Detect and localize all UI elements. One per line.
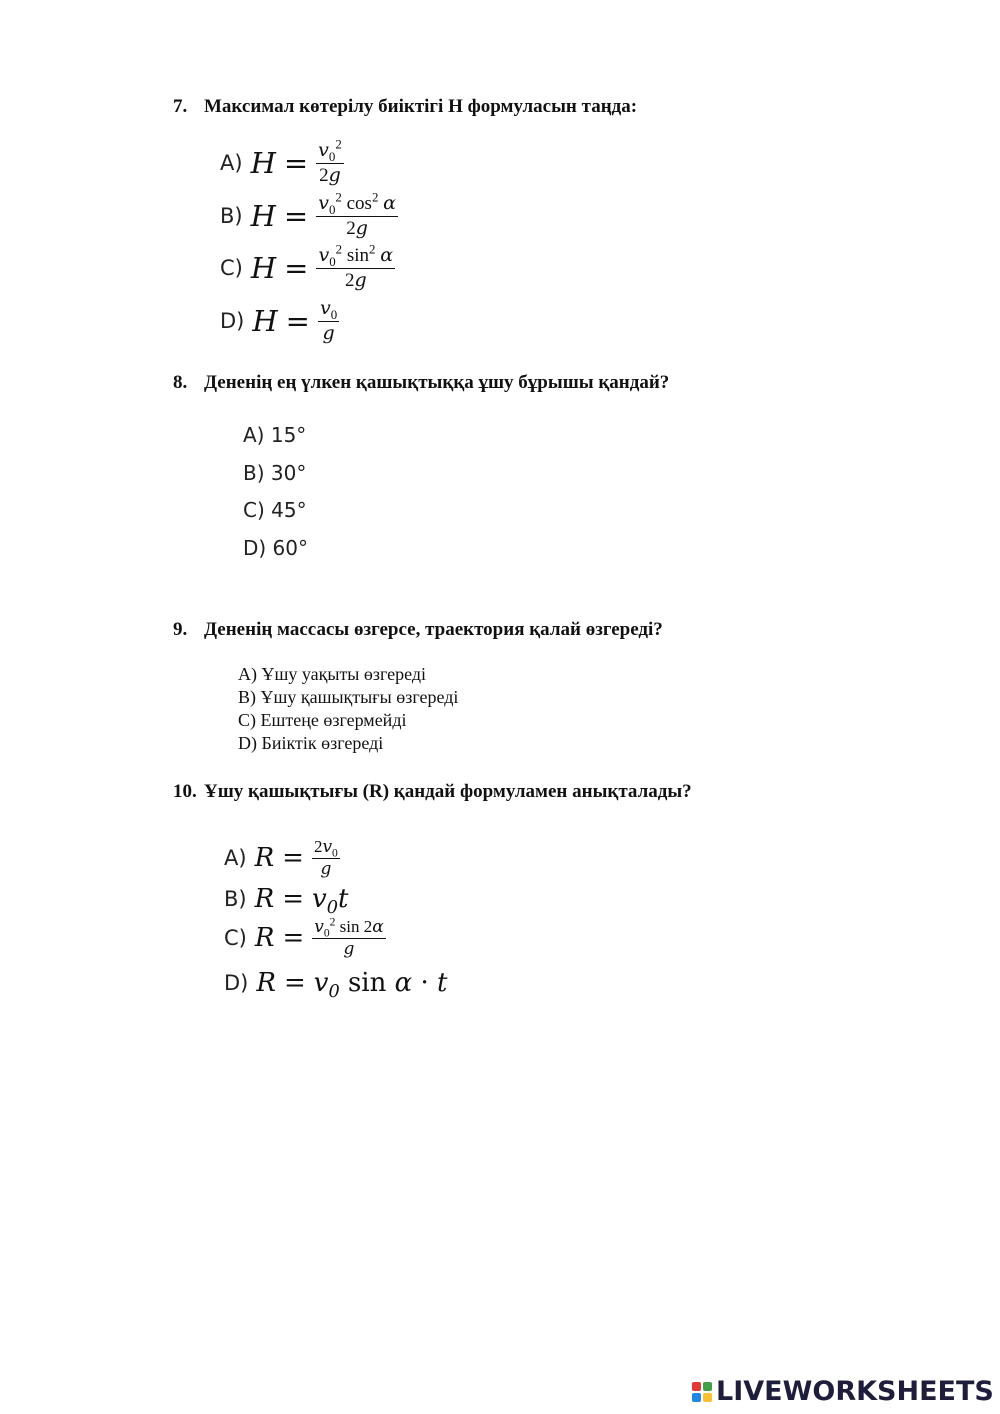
q8-option-c[interactable]: C) 45° bbox=[243, 498, 307, 522]
option-label: D) bbox=[220, 309, 245, 334]
formula-var: H bbox=[250, 146, 276, 181]
formula-expr: $v_0$ bbox=[313, 968, 340, 1003]
formula-var: H bbox=[250, 199, 276, 234]
option-label: B) bbox=[224, 887, 247, 911]
q7-option-a[interactable]: A) H = $\frac{v_0^2}{2g}$ bbox=[220, 136, 342, 186]
option-label: C) bbox=[224, 926, 247, 951]
question-text: Ұшу қашықтығы (R) қандай формуламен анықталады? bbox=[204, 781, 692, 802]
question-10-title bbox=[173, 781, 692, 803]
q10-option-b[interactable]: B) R = $v_0t$ bbox=[224, 884, 349, 919]
logo-square bbox=[692, 1382, 701, 1391]
logo-text: LIVEWORKSHEETS bbox=[716, 1376, 994, 1407]
logo-square bbox=[703, 1382, 712, 1391]
option-label: A) bbox=[220, 151, 243, 176]
formula-var: R bbox=[254, 923, 275, 954]
q7-option-b[interactable]: B) H = $\frac{v_0^2 \cos^2 \alpha}{2g}$ bbox=[220, 189, 396, 239]
formula-var: H bbox=[250, 251, 277, 286]
question-number: 10. bbox=[173, 781, 197, 802]
question-text: Дененің ең үлкен қашықтыққа ұшу бұрышы қандай? bbox=[204, 372, 670, 393]
q8-option-a[interactable]: A) 15° bbox=[243, 423, 307, 447]
formula-var: H bbox=[252, 304, 278, 339]
q9-option-c[interactable]: C) Ештеңе өзгермейді bbox=[238, 710, 407, 730]
formula-fraction: $\frac{2v_0}{g}$ bbox=[313, 837, 338, 879]
q8-option-b[interactable]: B) 30° bbox=[243, 461, 307, 485]
formula-expr: $v_0t$ bbox=[311, 884, 349, 919]
q10-option-a[interactable]: A) R = $\frac{2v_0}{g}$ bbox=[224, 837, 338, 879]
q10-option-d[interactable]: D) R = $v_0$ sin α · t bbox=[224, 968, 448, 1003]
q8-option-d[interactable]: D) 60° bbox=[243, 536, 309, 560]
question-number: 9. bbox=[173, 619, 188, 640]
q9-option-a[interactable]: A) Ұшу уақыты өзгереді bbox=[238, 664, 427, 684]
option-label: A) bbox=[224, 846, 247, 871]
option-label: B) bbox=[220, 204, 243, 229]
question-number: 7. bbox=[173, 96, 188, 117]
logo-square bbox=[692, 1393, 701, 1402]
q10-option-c[interactable]: C) R = $\frac{v_0^2 \sin 2\alpha}{g}$ bbox=[224, 915, 384, 959]
option-label: C) bbox=[220, 256, 243, 281]
liveworksheets-logo bbox=[692, 1376, 994, 1407]
question-text: Максимал көтерілу биіктігі H формуласын таңда: bbox=[204, 96, 638, 117]
formula-var: R bbox=[256, 968, 276, 998]
formula-var: R bbox=[254, 884, 275, 914]
formula-fraction: $\frac{v_0}{g}$ bbox=[319, 297, 338, 344]
question-number: 8. bbox=[173, 372, 188, 393]
logo-square bbox=[703, 1393, 712, 1402]
q9-option-d[interactable]: D) Биіктік өзгереді bbox=[238, 733, 384, 753]
logo-icon bbox=[692, 1382, 712, 1402]
formula-var: R bbox=[254, 843, 275, 874]
formula-fraction: $\frac{v_0^2 \sin^2 \alpha}{2g}$ bbox=[318, 241, 394, 291]
question-9-title bbox=[173, 619, 663, 641]
q7-option-d[interactable]: D) H = $\frac{v_0}{g}$ bbox=[220, 297, 338, 344]
q9-option-b[interactable]: B) Ұшу қашықтығы өзгереді bbox=[238, 687, 459, 707]
formula-fraction: $\frac{v_0^2}{2g}$ bbox=[318, 136, 342, 186]
question-text: Дененің массасы өзгерсе, траектория қалай өзгереді? bbox=[204, 619, 663, 640]
option-label: D) bbox=[224, 971, 249, 995]
question-7-title bbox=[173, 96, 637, 118]
question-8-title bbox=[173, 372, 669, 394]
formula-fraction: $\frac{v_0^2 \cos^2 \alpha}{2g}$ bbox=[318, 189, 396, 239]
formula-fraction: $\frac{v_0^2 \sin 2\alpha}{g}$ bbox=[314, 915, 384, 959]
q7-option-c[interactable]: C) H = $\frac{v_0^2 \sin^2 \alpha}{2g}$ bbox=[220, 241, 394, 291]
